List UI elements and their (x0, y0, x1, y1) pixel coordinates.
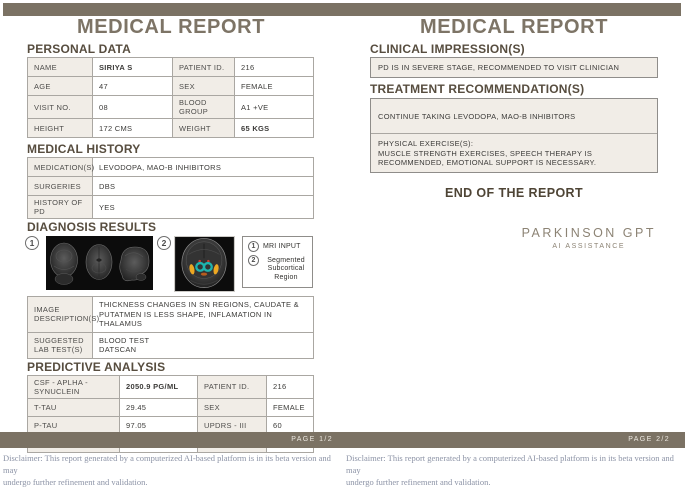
cell-label: SUGGESTED LAB TEST(S) (28, 332, 93, 358)
treatment-recommendation-box (370, 98, 658, 173)
cell-label: VISIT NO. (28, 96, 93, 119)
table-row (28, 119, 314, 138)
page-title: MEDICAL REPORT (419, 16, 609, 38)
image-description-table (27, 296, 314, 359)
cell-value: THICKNESS CHANGES IN SN REGIONS, CAUDATE & PUTATMEN IS LESS SHAPE, INFLAMATION IN THALAMUS (93, 297, 314, 333)
cell-value: DBS (93, 177, 314, 196)
page-title: MEDICAL REPORT (76, 16, 266, 38)
table-row (28, 177, 314, 196)
brand-subtitle: AI ASSISTANCE (552, 243, 626, 250)
cell-value: 65 KGS (235, 119, 314, 138)
cell-label: PATIENT ID. (173, 58, 235, 77)
table-row (28, 58, 314, 77)
footer-bar (0, 432, 685, 448)
table-row (28, 297, 314, 333)
end-of-report-text: END OF THE REPORT (444, 186, 584, 200)
section-heading-personal-data: PERSONAL DATA (27, 42, 131, 56)
legend-item (246, 241, 309, 252)
cell-label: HISTORY OF PD (28, 196, 93, 219)
page-number-1: PAGE 1/2 (291, 436, 333, 443)
section-heading-diagnosis-results: DIAGNOSIS RESULTS (27, 220, 157, 234)
cell-label: P-TAU (28, 416, 120, 434)
header-bar (3, 3, 681, 16)
cell-value: SIRIYA S (93, 58, 173, 77)
disclaimer-text (3, 452, 343, 488)
table-row (28, 332, 314, 358)
cell-value: YES (93, 196, 314, 219)
section-heading-treatment-recommendations: TREATMENT RECOMMENDATION(S) (370, 82, 585, 96)
report-page-2 (346, 16, 682, 253)
table-row (28, 375, 314, 398)
cell-label: T-TAU (28, 398, 120, 416)
treatment-line: PHYSICAL EXERCISE(S): (378, 139, 474, 148)
cell-value: 172 CMS (93, 119, 173, 138)
brand-block (370, 226, 658, 253)
segmented-subcortical-image (174, 236, 235, 292)
section-heading-predictive-analysis: PREDICTIVE ANALYSIS (27, 359, 166, 374)
table-row (28, 158, 314, 177)
cell-value: 2050.9 PG/ML (120, 375, 198, 398)
cell-value: 47 (93, 77, 173, 96)
cell-value: 97.05 (120, 416, 198, 434)
medical-history-table (27, 157, 314, 219)
page-number-2: PAGE 2/2 (628, 436, 670, 443)
cell-label: CSF - APLHA - SYNUCLEIN (28, 375, 120, 398)
treatment-row: CONTINUE TAKING LEVODOPA, MAO-B INHIBITORS (371, 99, 657, 134)
section-heading-medical-history: MEDICAL HISTORY (27, 142, 141, 156)
cell-value: FEMALE (235, 77, 314, 96)
cell-value: 216 (235, 58, 314, 77)
personal-data-table (27, 57, 314, 138)
cell-value: LEVODOPA, MAO-B INHIBITORS (93, 158, 314, 177)
disclaimer-line: Disclaimer: This report generated by a computerized AI-based platform is in its beta version and may (346, 453, 674, 475)
clinical-impression-box: PD IS IN SEVERE STAGE, RECOMMENDED TO VISIT CLINICIAN (370, 57, 658, 78)
table-row (28, 96, 314, 119)
lab-test-1: BLOOD TEST (99, 335, 150, 345)
cell-label: WEIGHT (173, 119, 235, 138)
disclaimer-text (346, 452, 685, 488)
legend-label: Segmented Subcortical Region (267, 256, 305, 281)
cell-value (93, 332, 314, 358)
cell-value: 60 (267, 416, 314, 434)
disclaimer-line: Disclaimer: This report generated by a computerized AI-based platform is in its beta version and may (3, 453, 331, 475)
cell-label: PATIENT ID. (198, 375, 267, 398)
treatment-row (371, 134, 657, 172)
disclaimer-line: undergo further refinement and validation. (346, 477, 491, 487)
circle-2-badge: 2 (157, 236, 171, 250)
cell-value: FEMALE (267, 398, 314, 416)
legend-item (246, 255, 309, 282)
legend-label: MRI INPUT (263, 242, 301, 250)
cell-value: 08 (93, 96, 173, 119)
cell-label: HEIGHT (28, 119, 93, 138)
cell-label: SURGERIES (28, 177, 93, 196)
cell-label: SEX (173, 77, 235, 96)
cell-label: MEDICATION(S) (28, 158, 93, 177)
cell-label: BLOOD GROUP (173, 96, 235, 119)
report-page-1 (3, 16, 339, 453)
figure-legend (242, 236, 313, 288)
cell-label: AGE (28, 77, 93, 96)
disclaimer-line: undergo further refinement and validation. (3, 477, 148, 487)
table-row (28, 196, 314, 219)
mri-input-image (46, 236, 153, 290)
cell-value: 29.45 (120, 398, 198, 416)
circle-1-badge: 1 (25, 236, 39, 250)
legend-circle-2-icon: 2 (248, 255, 259, 266)
cell-label: SEX (198, 398, 267, 416)
cell-value: A1 +VE (235, 96, 314, 119)
legend-circle-1-icon: 1 (248, 241, 259, 252)
treatment-line: MUSCLE STRENGTH EXERCISES, SPEECH THERAPY IS RECOMMENDED, EMOTIONAL SUPPORT IS NECESSARY. (378, 148, 597, 167)
lab-test-2: DATSCAN (99, 345, 137, 354)
section-heading-clinical-impressions: CLINICAL IMPRESSION(S) (370, 42, 525, 56)
table-row (28, 398, 314, 416)
diagnosis-figures (25, 236, 315, 292)
cell-label: IMAGE DESCRIPTION(S) (28, 297, 93, 333)
table-row (28, 77, 314, 96)
cell-label: UPDRS - III (198, 416, 267, 434)
brand-name: PARKINSON GPT (521, 226, 656, 240)
cell-value: 216 (267, 375, 314, 398)
cell-label: NAME (28, 58, 93, 77)
